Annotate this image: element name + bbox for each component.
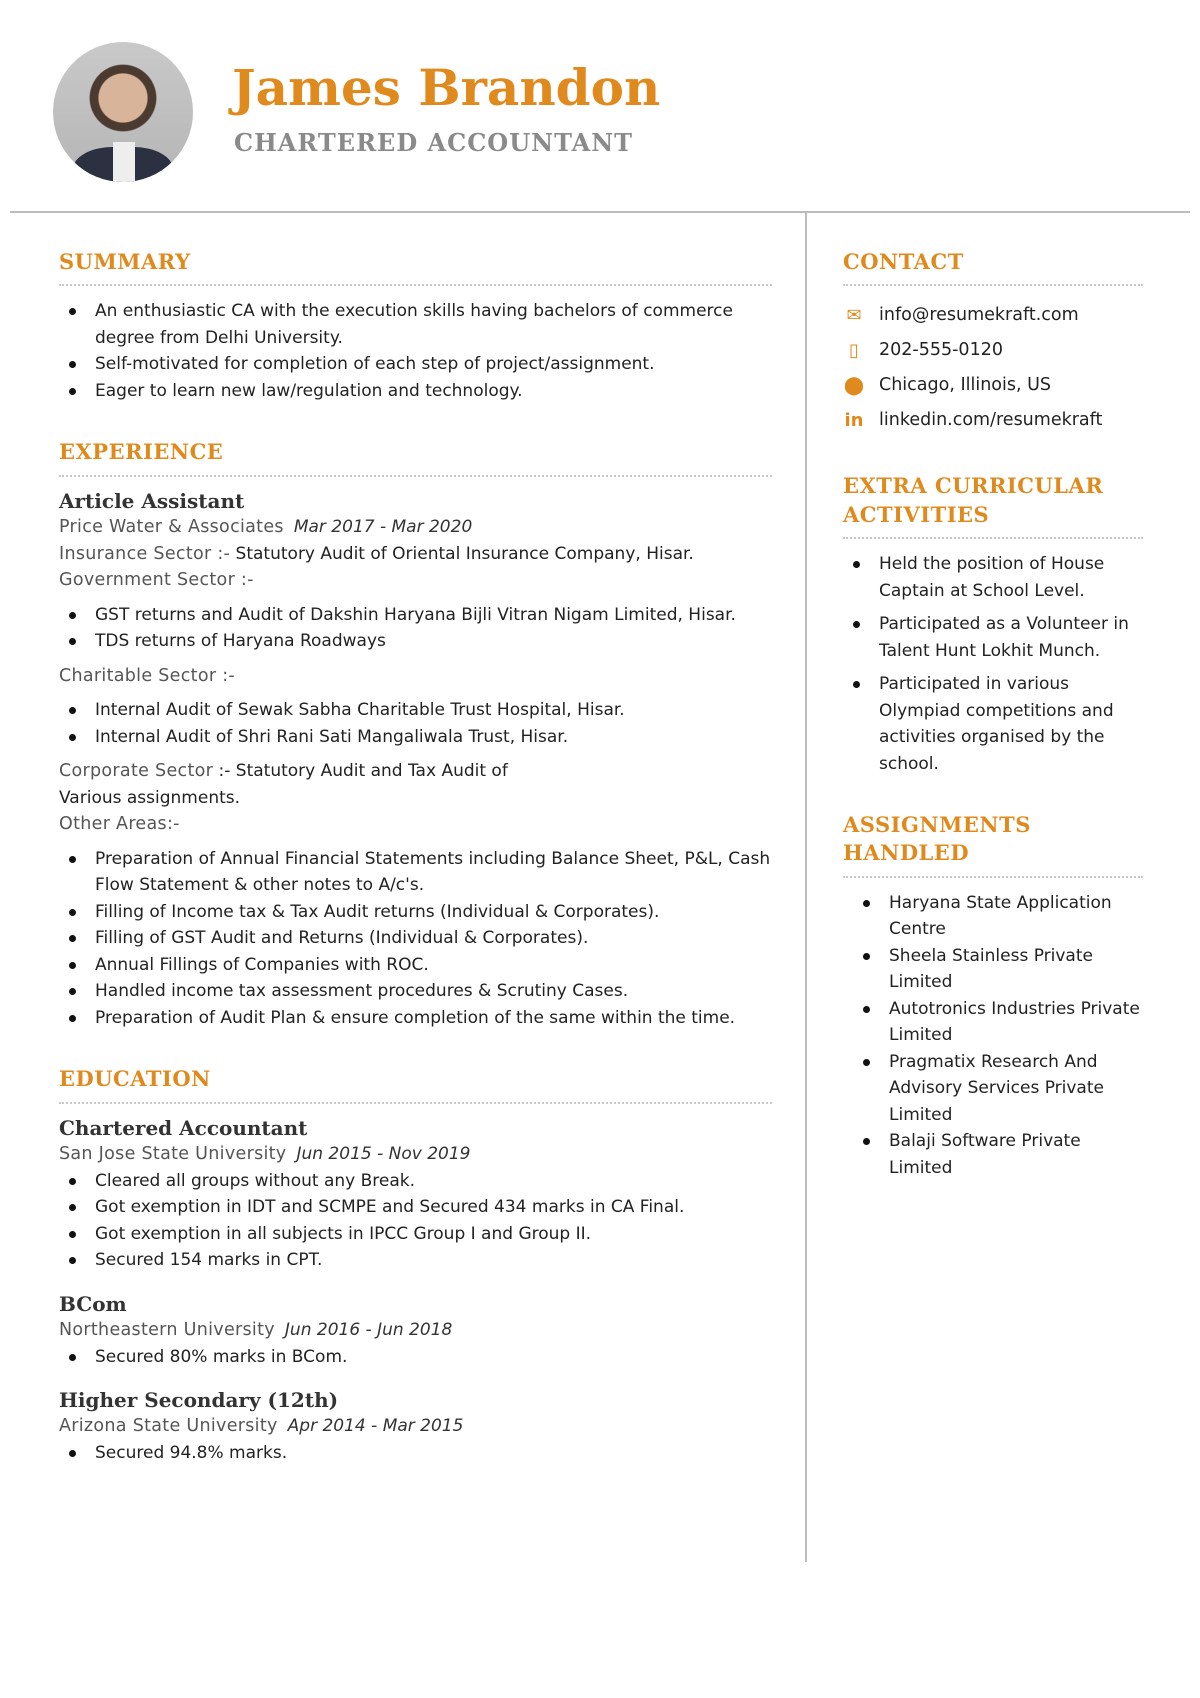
list-item: Held the position of House Captain at School Level. <box>843 551 1143 604</box>
email[interactable]: info@resumekraft.com <box>879 305 1079 326</box>
location-pin-icon: ⬤ <box>843 375 865 397</box>
summary-section <box>59 248 772 404</box>
envelope-icon: ✉ <box>846 305 862 327</box>
education-section <box>59 1065 772 1466</box>
location: Chicago, Illinois, US <box>879 375 1052 396</box>
job-role: Article Assistant <box>59 488 245 513</box>
contact-section <box>843 248 1143 438</box>
section-heading: EDUCATION <box>59 1065 772 1103</box>
list-item: Got exemption in all subjects in IPCC Group I and Group II. <box>59 1221 772 1248</box>
list-item: Eager to learn new law/regulation and technology. <box>59 378 772 405</box>
section-heading: CONTACT <box>843 248 1143 286</box>
list-item: Internal Audit of Sewak Sabha Charitable Trust Hospital, Hisar. <box>59 697 772 724</box>
list-item: Got exemption in IDT and SCMPE and Secured 434 marks in CA Final. <box>59 1194 772 1221</box>
list-item: Participated as a Volunteer in Talent Hunt Lokhit Munch. <box>843 611 1143 664</box>
list-item: Sheela Stainless Private Limited <box>853 943 1143 996</box>
school: Northeastern University <box>59 1319 275 1340</box>
school: Arizona State University <box>59 1416 278 1437</box>
sector-label: Other Areas:- <box>59 814 180 835</box>
list-item: Secured 154 marks in CPT. <box>59 1247 772 1274</box>
list-item: Self-motivated for completion of each step of project/assignment. <box>59 351 772 378</box>
sector-label: Corporate Sector <box>59 761 214 782</box>
list-item: Filling of Income tax & Tax Audit returns (Individual & Corporates). <box>59 899 772 926</box>
degree: BCom <box>59 1291 127 1316</box>
column-divider <box>805 212 807 1562</box>
job-title: CHARTERED ACCOUNTANT <box>234 128 634 157</box>
list-item: Secured 94.8% marks. <box>59 1440 772 1467</box>
list-item: Internal Audit of Shri Rani Sati Mangaliwala Trust, Hisar. <box>59 724 772 751</box>
profile-photo <box>53 42 193 182</box>
candidate-name: James Brandon <box>232 58 661 117</box>
assignments-section <box>843 811 1143 1181</box>
list-item: Secured 80% marks in BCom. <box>59 1344 772 1371</box>
company-line <box>59 513 772 541</box>
dates: Jun 2016 - Jun 2018 <box>284 1319 453 1340</box>
list-item: An enthusiastic CA with the execution skills having bachelors of commerce degree from Delhi University. <box>59 298 772 351</box>
list-item: Autotronics Industries Private Limited <box>853 996 1143 1049</box>
degree: Chartered Accountant <box>59 1115 308 1140</box>
list-item: Cleared all groups without any Break. <box>59 1168 772 1195</box>
sector-label: Government Sector :- <box>59 570 254 591</box>
section-heading: SUMMARY <box>59 248 772 286</box>
side-column <box>843 248 1143 1215</box>
school: San Jose State University <box>59 1143 287 1164</box>
section-heading: EXTRA CURRICULAR ACTIVITIES <box>843 472 1143 539</box>
section-heading: EXPERIENCE <box>59 438 772 476</box>
dates: Apr 2014 - Mar 2015 <box>287 1416 464 1437</box>
dates: Jun 2015 - Nov 2019 <box>296 1143 471 1164</box>
list-item: Haryana State Application Centre <box>853 890 1143 943</box>
list-item: Preparation of Annual Financial Statements including Balance Sheet, P&L, Cash Flow Statement & other notes to A/c's. <box>59 846 772 899</box>
list-item: Preparation of Audit Plan & ensure completion of the same within the time. <box>59 1005 772 1032</box>
phone-icon: ▯ <box>849 340 859 362</box>
company: Price Water & Associates <box>59 516 284 537</box>
linkedin-icon: in <box>844 410 864 432</box>
sector-label: Insurance Sector :- <box>59 543 231 564</box>
sector-text: Statutory Audit of Oriental Insurance Company, Hisar. <box>230 543 694 564</box>
linkedin[interactable]: linkedin.com/resumekraft <box>879 410 1103 431</box>
list-item: Filling of GST Audit and Returns (Individual & Corporates). <box>59 925 772 952</box>
list-item: Pragmatix Research And Advisory Services Private Limited <box>853 1049 1143 1129</box>
experience-section <box>59 438 772 1031</box>
main-column <box>59 248 772 1501</box>
phone: 202-555-0120 <box>879 340 1003 361</box>
dates: Mar 2017 - Mar 2020 <box>293 516 473 537</box>
header-divider <box>10 211 1190 213</box>
extra-curricular-section <box>843 472 1143 777</box>
sector-text: :- Statutory Audit and Tax Audit of Various assignments. <box>59 761 508 808</box>
sector-label: Charitable Sector :- <box>59 665 236 686</box>
list-item: Annual Fillings of Companies with ROC. <box>59 952 772 979</box>
list-item: GST returns and Audit of Dakshin Haryana Bijli Vitran Nigam Limited, Hisar. <box>59 602 772 629</box>
list-item: Participated in various Olympiad competitions and activities organised by the school. <box>843 671 1143 777</box>
list-item: TDS returns of Haryana Roadways <box>59 628 772 655</box>
degree: Higher Secondary (12th) <box>59 1388 339 1413</box>
list-item: Handled income tax assessment procedures & Scrutiny Cases. <box>59 978 772 1005</box>
section-heading: ASSIGNMENTS HANDLED <box>843 811 1143 878</box>
list-item: Balaji Software Private Limited <box>853 1128 1143 1181</box>
